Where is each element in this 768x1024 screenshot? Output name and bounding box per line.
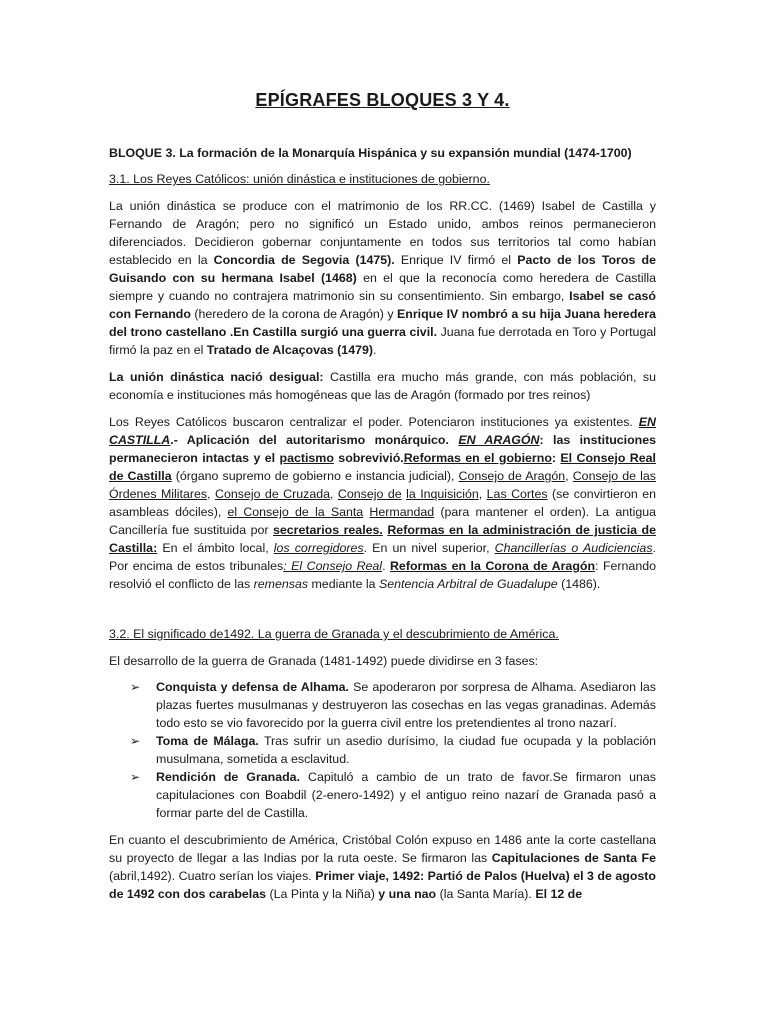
text-run-bold: El 12 de: [535, 887, 583, 901]
text-run-underline: la Inquisición: [406, 487, 479, 501]
text-run-bold: :: [551, 451, 561, 465]
arrow-bullet-icon: ➢: [130, 770, 141, 784]
text-run: en el que la reconocía como heredera de Castilla siempre y cuando no contrajera matrimonio sin su consentimiento. Sin embargo,: [109, 271, 656, 303]
list-item: [130, 732, 657, 768]
text-run-bold: y una nao: [378, 887, 437, 901]
text-run-bold-italic-underline: EN ARAGÓN: [458, 433, 540, 447]
section-3-1-heading: 3.1. Los Reyes Católicos: unión dinástica e instituciones de gobierno.: [109, 172, 490, 186]
text-run-italic-underline: Chancillerías o Audiciencias: [494, 541, 653, 555]
section-3-2-heading: [109, 625, 656, 643]
arrow-bullet-icon: ➢: [130, 680, 141, 694]
document-title: EPÍGRAFES BLOQUES 3 Y 4.: [255, 90, 510, 110]
phase-title: Conquista y defensa de Alhama.: [156, 680, 349, 694]
text-run-bold: Pacto de los Toros de Guisando con su hermana Isabel (1468): [109, 253, 656, 285]
text-run-bold: La unión dinástica nació desigual:: [109, 370, 324, 384]
arrow-bullet-icon: ➢: [130, 734, 141, 748]
paragraph-dynastic-union: [109, 197, 656, 359]
text-run-italic-underline: : El Consejo Real: [283, 559, 383, 573]
text-run: .: [373, 343, 377, 357]
text-run-underline: el Consejo de la Santa: [227, 505, 364, 519]
text-run-underline: Hermandad: [369, 505, 435, 519]
text-run-bold-underline: Reformas en la administración de justicia de Castilla:: [109, 523, 656, 555]
text-run: : Fernando resolvió el conflicto de las: [109, 559, 656, 591]
text-run: En cuanto el descubrimiento de América, Cristóbal Colón expuso en 1486 ante la corte castellana su proyecto de llegar a las Indias por la ruta oeste. Se firmaron las: [109, 833, 656, 865]
paragraph-granada-intro: El desarrollo de la guerra de Granada (1481-1492) puede dividirse en 3 fases:: [109, 654, 539, 668]
text-run: mediante la: [308, 577, 379, 591]
text-run-bold-underline: Reformas en el gobierno: [403, 451, 552, 465]
text-run-bold: Tratado de Alcaçovas (1479): [206, 343, 373, 357]
text-run-bold: .- Aplicación del autoritarismo monárquico.: [170, 433, 459, 447]
text-run-bold: Primer viaje, 1492: Partió de Palos (Huelva) el 3 de agosto de 1492 con dos carabelas: [109, 869, 656, 901]
list-item: [130, 768, 656, 822]
text-run: ,: [330, 487, 338, 501]
text-run: (órgano supremo de gobierno e instancia judicial),: [171, 469, 459, 483]
phase-title: Rendición de Granada.: [156, 770, 301, 784]
text-run: .: [382, 559, 390, 573]
text-run-bold: sobrevivió.: [333, 451, 404, 465]
text-run-bold-underline: El Consejo Real de Castilla: [109, 451, 656, 483]
block-3-heading: BLOQUE 3. La formación de la Monarquía Hispánica y su expansión mundial (1474-1700): [109, 146, 632, 160]
text-run: La unión dinástica se produce con el matrimonio de los RR.CC. (1469) Isabel de Castilla y Fernando de Aragón; pero no significó un Estado unido, ambos reinos permanecieron diferenciados. Decidieron gobernar conjuntamente en todos sus territorios tal como habían establecido en la: [109, 199, 656, 267]
text-run-underline: Consejo de: [337, 487, 402, 501]
text-run-bold: Concordia de Segovia (1475).: [213, 253, 395, 267]
text-run: (1486).: [557, 577, 601, 591]
text-run: ,: [478, 487, 487, 501]
text-run: (heredero de la corona de Aragón) y: [190, 307, 397, 321]
text-run-bold-underline: Reformas en la Corona de Aragón: [389, 559, 596, 573]
list-item: [130, 678, 657, 732]
text-run: Juana fue derrotada en Toro y Portugal firmó la paz en el: [109, 325, 656, 357]
text-run: . Por encima de estos tribunales: [109, 541, 656, 573]
text-run-underline: Las Cortes: [486, 487, 548, 501]
text-run-bold-underline: pactismo: [279, 451, 334, 465]
text-run-bold: Isabel se casó con Fernando: [109, 289, 656, 321]
text-run-bold: Enrique IV nombró a su hija Juana heredera del trono castellano .En Castilla surgió una guerra civil.: [109, 307, 656, 339]
text-run-italic-underline: los corregidores: [273, 541, 364, 555]
phase-text: Tras sufrir un asedio durísimo, la ciudad fue ocupada y la población musulmana, sometida a esclavitud.: [156, 734, 657, 766]
text-run-bold-italic-underline: EN CASTILLA: [109, 415, 656, 447]
paragraph-discovery-america: [109, 831, 656, 903]
text-run-italic: Sentencia Arbitral de Guadalupe: [379, 577, 558, 591]
text-run: En el ámbito local,: [157, 541, 274, 555]
paragraph-unequal-union: [109, 368, 656, 404]
text-run-bold-underline: secretarios reales.: [272, 523, 383, 537]
text-run: . En un nivel superior,: [363, 541, 495, 555]
text-run: (La Pinta y la Niña): [266, 887, 379, 901]
phase-title: Toma de Málaga.: [156, 734, 259, 748]
text-run-bold: Capitulaciones de Santa Fe: [491, 851, 657, 865]
phase-text: Capituló a cambio de un trato de favor.Se firmaron unas capitulaciones con Boabdil (2-enero-1492) y el antiguo reino nazarí de Granada pasó a formar parte del de Castilla.: [156, 770, 656, 820]
text-run: (la Santa María).: [436, 887, 536, 901]
text-run-underline: Consejo de Aragón: [458, 469, 566, 483]
section-title: El significado de1492. La guerra de Granada y el descubrimiento de América.: [133, 627, 559, 641]
text-run-underline: Consejo de las Órdenes Militares: [109, 469, 656, 501]
text-run: Castilla era mucho más grande, con más población, su economía e instituciones más homogéneas que las de Aragón (formado por tres reinos): [109, 370, 656, 402]
text-run: (se convirtieron en asambleas dóciles),: [109, 487, 657, 519]
granada-phases-list: [109, 678, 656, 822]
text-run-italic: remensas: [253, 577, 309, 591]
text-run: Enrique IV firmó el: [394, 253, 518, 267]
section-number: 3.2.: [109, 627, 130, 641]
phase-text: Se apoderaron por sorpresa de Alhama. Asediaron las plazas fuertes musulmanas y destruyeron las cosechas en las vegas granadinas. Además todo esto se vio favorecido por la guerra civil entre los pretendientes al trono nazarí.: [156, 680, 657, 730]
text-run-bold: : las instituciones permanecieron intactas y el: [109, 433, 657, 465]
text-run: ,: [207, 487, 216, 501]
text-run: ,: [565, 469, 573, 483]
text-run: Los Reyes Católicos buscaron centralizar el poder. Potenciaron instituciones ya existentes.: [109, 415, 639, 429]
text-run: (para mantener el orden). La antigua Cancillería fue sustituida por: [109, 505, 656, 537]
paragraph-institutions: [109, 413, 656, 593]
text-run-underline: Consejo de Cruzada: [215, 487, 331, 501]
text-run: (abril,1492). Cuatro serían los viajes.: [109, 869, 316, 883]
